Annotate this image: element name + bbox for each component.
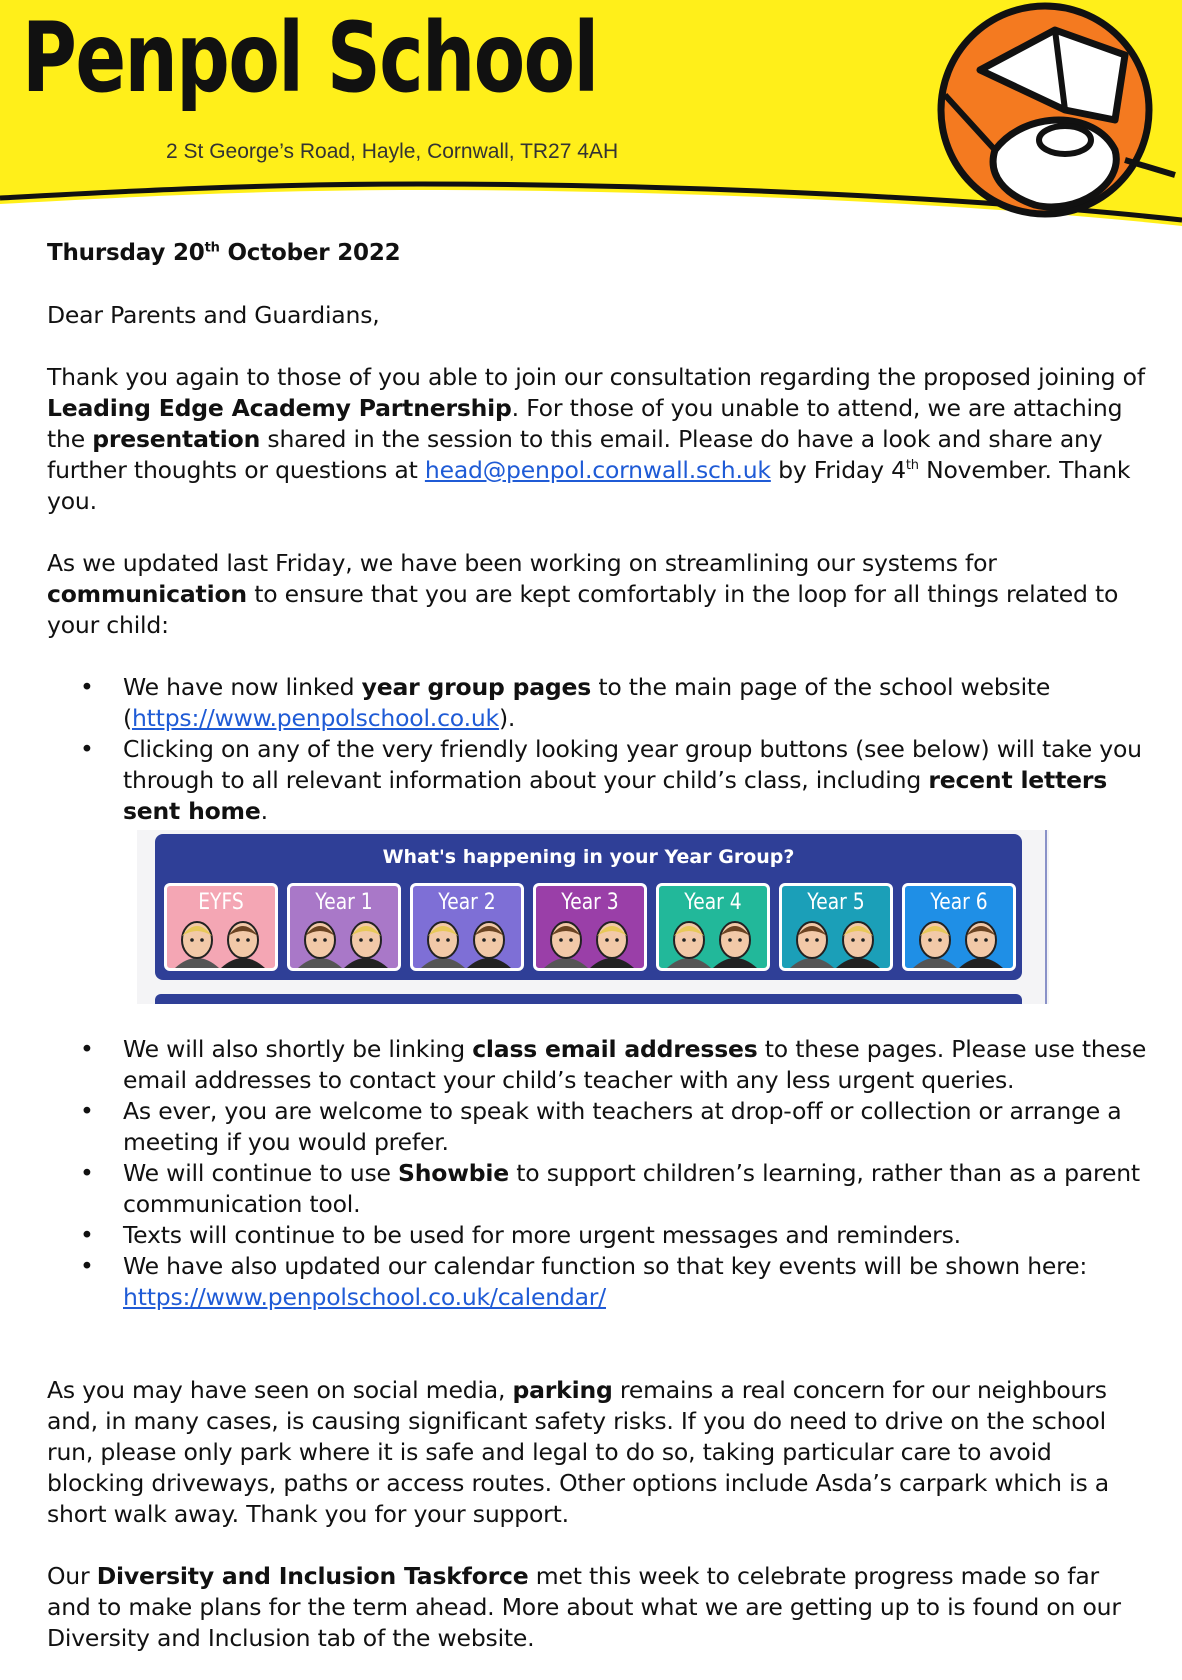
teacher-faces-icon [659,912,767,968]
list-item: • We will also shortly be linking class email addresses to these pages. Please use these email addresses to contact your child’s teacher with any less urgent queries. [80,1034,1147,1096]
year-group-button-4[interactable] [656,883,770,971]
bullet-list-communication [80,1034,1147,1313]
school-address: 2 St George’s Road, Hayle, Cornwall, TR27 4AH [166,140,619,163]
year-group-panel-image [137,830,1049,1004]
paragraph-consultation: Thank you again to those of you able to join our consultation regarding the proposed joining of Leading Edge Academy Partnership. For those of you unable to attend, we are attaching the presentation shared in the session to this email. Please do have a look and share any further thoughts or questions at head@penpol.cornwall.sch.uk by Friday 4th November. Thank you. [47,363,1145,515]
paragraph-communication: As we updated last Friday, we have been working on streamlining our systems for communication to ensure that you are kept comfortably in the loop for all things related to your child: [47,549,1119,639]
year-group-title: What's happening in your Year Group? [382,846,795,868]
year-group-buttons [164,883,1016,971]
year-group-button-5[interactable] [779,883,893,971]
list-item: • We have also updated our calendar function so that key events will be shown here: https://www.penpolschool.co.uk/calendar/ [80,1251,1147,1313]
teacher-faces-icon [413,912,521,968]
list-item: • We will continue to use Showbie to support children’s learning, rather than as a parent communication tool. [80,1158,1147,1220]
bullet-list-website [80,672,1147,827]
list-item: • Clicking on any of the very friendly looking year group buttons (see below) will take you through to all relevant information about your child’s class, including recent letters sent home. [80,734,1147,827]
calendar-link[interactable]: https://www.penpolschool.co.uk/calendar/ [123,1283,606,1311]
list-item: • We have now linked year group pages to the main page of the school website (https://www.penpolschool.co.uk). [80,672,1147,734]
paragraph-parking: As you may have seen on social media, parking remains a real concern for our neighbours and, in many cases, is causing significant safety risks. If you do need to drive on the school run, please only park where it is safe and legal to do so, taking particular care to avoid blocking driveways, paths or access routes. Other options include Asda’s carpark which is a short walk away. Thank you for your support. [47,1376,1109,1528]
head-email-link[interactable]: head@penpol.cornwall.sch.uk [424,456,771,484]
teacher-faces-icon [905,912,1013,968]
letter-date: Thursday 20th October 2022 [47,240,401,266]
year-group-button-label: EYFS [198,890,244,915]
paragraph-diversity: Our Diversity and Inclusion Taskforce met this week to celebrate progress made so far and to make plans for the term ahead. More about what we are getting up to is found on our Diversity and Inclusion tab of the website. [47,1562,1121,1652]
school-name: Penpol School [22,2,598,114]
year-group-button-label: Year 5 [807,890,865,915]
year-group-button-6[interactable] [902,883,1016,971]
teacher-faces-icon [167,912,275,968]
teacher-faces-icon [536,912,644,968]
letter-body-continued [47,1034,1147,1654]
letterhead [0,0,1182,236]
year-group-button-2[interactable] [410,883,524,971]
letter-body [47,238,1147,827]
year-group-button-label: Year 3 [561,890,619,915]
year-group-button-label: Year 6 [930,890,988,915]
year-group-panel [155,834,1022,980]
year-group-button-0[interactable] [164,883,278,971]
year-group-button-label: Year 2 [438,890,496,915]
list-item: • As ever, you are welcome to speak with teachers at drop-off or collection or arrange a meeting if you would prefer. [80,1096,1147,1158]
teacher-faces-icon [290,912,398,968]
greeting: Dear Parents and Guardians, [47,301,380,329]
year-group-button-label: Year 1 [315,890,373,915]
year-group-button-1[interactable] [287,883,401,971]
list-item: • Texts will continue to be used for more urgent messages and reminders. [80,1220,1147,1251]
year-group-button-3[interactable] [533,883,647,971]
website-link[interactable]: https://www.penpolschool.co.uk [131,704,499,732]
teacher-faces-icon [782,912,890,968]
school-logo-icon [925,0,1182,225]
year-group-button-label: Year 4 [684,890,742,915]
